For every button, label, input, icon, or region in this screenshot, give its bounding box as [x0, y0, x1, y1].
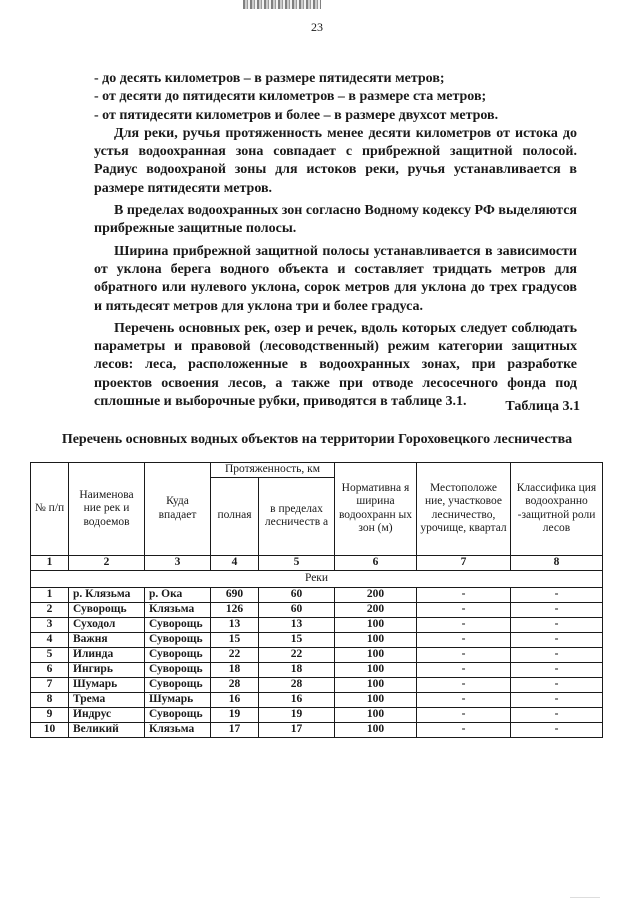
rivers-table: [30, 462, 603, 738]
column-number: 3: [145, 555, 211, 570]
cell-location: -: [417, 632, 511, 647]
cell-name: Суворощь: [69, 602, 145, 617]
cell-length-within: 16: [259, 692, 335, 707]
cell-length-within: 28: [259, 677, 335, 692]
scan-artifact: [243, 0, 321, 9]
table-row: [31, 632, 603, 647]
cell-classification: -: [511, 692, 603, 707]
table-caption: Перечень основных водных объектов на территории Гороховецкого лесничества: [61, 432, 573, 447]
cell-num: 6: [31, 662, 69, 677]
cell-location: -: [417, 692, 511, 707]
cell-length-total: 18: [211, 662, 259, 677]
cell-length-within: 13: [259, 617, 335, 632]
column-number: 6: [335, 555, 417, 570]
cell-num: 8: [31, 692, 69, 707]
cell-length-total: 690: [211, 587, 259, 602]
cell-zone-width: 100: [335, 662, 417, 677]
cell-num: 7: [31, 677, 69, 692]
cell-flows-into: Суворощь: [145, 632, 211, 647]
cell-location: -: [417, 587, 511, 602]
cell-length-total: 126: [211, 602, 259, 617]
column-number: 8: [511, 555, 603, 570]
header-name: Наименова ние рек и водоемов: [69, 463, 145, 556]
cell-classification: -: [511, 722, 603, 737]
cell-classification: -: [511, 647, 603, 662]
paragraph: Ширина прибрежной защитной полосы устанавливается в зависимости от уклона берега водного объекта и составляет тридцать метров для обратного или нулевого уклона, сорок метров для уклона до трех градусов и пятьдесят метров для уклона три и более градуса.: [94, 243, 577, 314]
section-label: Реки: [31, 570, 603, 587]
cell-location: -: [417, 617, 511, 632]
table-row: [31, 677, 603, 692]
column-number: 2: [69, 555, 145, 570]
header-length-group: Протяженность, км: [211, 463, 335, 478]
cell-flows-into: Шумарь: [145, 692, 211, 707]
cell-flows-into: Суворощь: [145, 617, 211, 632]
cell-zone-width: 100: [335, 692, 417, 707]
table-row: [31, 707, 603, 722]
cell-classification: -: [511, 587, 603, 602]
column-number: 1: [31, 555, 69, 570]
cell-length-total: 19: [211, 707, 259, 722]
cell-zone-width: 100: [335, 722, 417, 737]
cell-flows-into: Суворощь: [145, 647, 211, 662]
table-row: [31, 692, 603, 707]
table-row: [31, 647, 603, 662]
list-item: - от десяти до пятидесяти километров – в размере ста метров;: [94, 89, 487, 105]
cell-length-within: 60: [259, 587, 335, 602]
cell-flows-into: Суворощь: [145, 677, 211, 692]
cell-classification: -: [511, 662, 603, 677]
cell-length-within: 17: [259, 722, 335, 737]
header-location: Местоположе ние, участковое лесничество, урочище, квартал: [417, 463, 511, 556]
cell-name: р. Клязьма: [69, 587, 145, 602]
cell-zone-width: 100: [335, 632, 417, 647]
header-num: № п/п: [31, 463, 69, 556]
cell-location: -: [417, 707, 511, 722]
cell-classification: -: [511, 602, 603, 617]
cell-length-within: 18: [259, 662, 335, 677]
table-row: [31, 617, 603, 632]
cell-zone-width: 200: [335, 602, 417, 617]
cell-name: Индрус: [69, 707, 145, 722]
cell-classification: -: [511, 617, 603, 632]
cell-classification: -: [511, 677, 603, 692]
header-length-total: полная: [211, 477, 259, 555]
cell-zone-width: 200: [335, 587, 417, 602]
table-label: Таблица 3.1: [505, 399, 580, 414]
cell-location: -: [417, 662, 511, 677]
cell-location: -: [417, 677, 511, 692]
section-row: [31, 570, 603, 587]
cell-name: Трема: [69, 692, 145, 707]
paragraph: Для реки, ручья протяженность менее десяти километров от истока до устья водоохранная зона совпадает с прибрежной защитной полосой. Радиус водоохраной зоны для истоков реки, ручья устанавливается в размере пятидесяти метров.: [94, 125, 577, 196]
page-number: 23: [311, 20, 323, 34]
cell-flows-into: Суворощь: [145, 662, 211, 677]
paragraph: Перечень основных рек, озер и речек, вдоль которых следует соблюдать параметры и правовой (лесоводственный) режим категории защитных лесов: леса, расположенные в водоохранных зонах, при разработке проектов освоения лесов, а также при отводе лесосечного фонда под сплошные и выборочные рубки, приводятся в таблице 3.1.: [94, 320, 577, 410]
cell-name: Важня: [69, 632, 145, 647]
cell-name: Шумарь: [69, 677, 145, 692]
cell-zone-width: 100: [335, 707, 417, 722]
list-item: - от пятидесяти километров и более – в размере двухсот метров.: [94, 107, 499, 123]
cell-length-within: 15: [259, 632, 335, 647]
cell-classification: -: [511, 707, 603, 722]
cell-num: 9: [31, 707, 69, 722]
cell-length-within: 22: [259, 647, 335, 662]
cell-length-total: 16: [211, 692, 259, 707]
cell-num: 3: [31, 617, 69, 632]
cell-name: Великий: [69, 722, 145, 737]
body-text: [94, 70, 577, 411]
cell-zone-width: 100: [335, 617, 417, 632]
header-classification: Классифика ция водоохранно -защитной роли лесов: [511, 463, 603, 556]
cell-location: -: [417, 722, 511, 737]
cell-flows-into: Суворощь: [145, 707, 211, 722]
cell-length-total: 28: [211, 677, 259, 692]
cell-name: Ингирь: [69, 662, 145, 677]
cell-num: 1: [31, 587, 69, 602]
paragraph: В пределах водоохранных зон согласно Водному кодексу РФ выделяются прибрежные защитные полосы.: [94, 203, 577, 237]
column-number-row: [31, 555, 603, 570]
cell-num: 4: [31, 632, 69, 647]
cell-zone-width: 100: [335, 677, 417, 692]
list-item: - до десять километров – в размере пятидесяти метров;: [94, 71, 445, 86]
column-number: 5: [259, 555, 335, 570]
cell-name: Илинда: [69, 647, 145, 662]
cell-length-total: 17: [211, 722, 259, 737]
cell-zone-width: 100: [335, 647, 417, 662]
cell-length-total: 22: [211, 647, 259, 662]
table-row: [31, 722, 603, 737]
cell-classification: -: [511, 632, 603, 647]
scan-artifact: [570, 897, 600, 898]
table-row: [31, 587, 603, 602]
cell-num: 5: [31, 647, 69, 662]
cell-num: 10: [31, 722, 69, 737]
header-flows-into: Куда впадает: [145, 463, 211, 556]
cell-length-total: 13: [211, 617, 259, 632]
cell-length-total: 15: [211, 632, 259, 647]
cell-flows-into: Клязьма: [145, 602, 211, 617]
cell-length-within: 60: [259, 602, 335, 617]
header-length-within: в пределах лесничеств а: [259, 477, 335, 555]
column-number: 4: [211, 555, 259, 570]
cell-location: -: [417, 647, 511, 662]
cell-flows-into: р. Ока: [145, 587, 211, 602]
column-number: 7: [417, 555, 511, 570]
cell-flows-into: Клязьма: [145, 722, 211, 737]
cell-num: 2: [31, 602, 69, 617]
cell-location: -: [417, 602, 511, 617]
table-row: [31, 662, 603, 677]
table-row: [31, 602, 603, 617]
cell-name: Суходол: [69, 617, 145, 632]
cell-length-within: 19: [259, 707, 335, 722]
header-zone-width: Нормативна я ширина водоохранн ых зон (м): [335, 463, 417, 556]
